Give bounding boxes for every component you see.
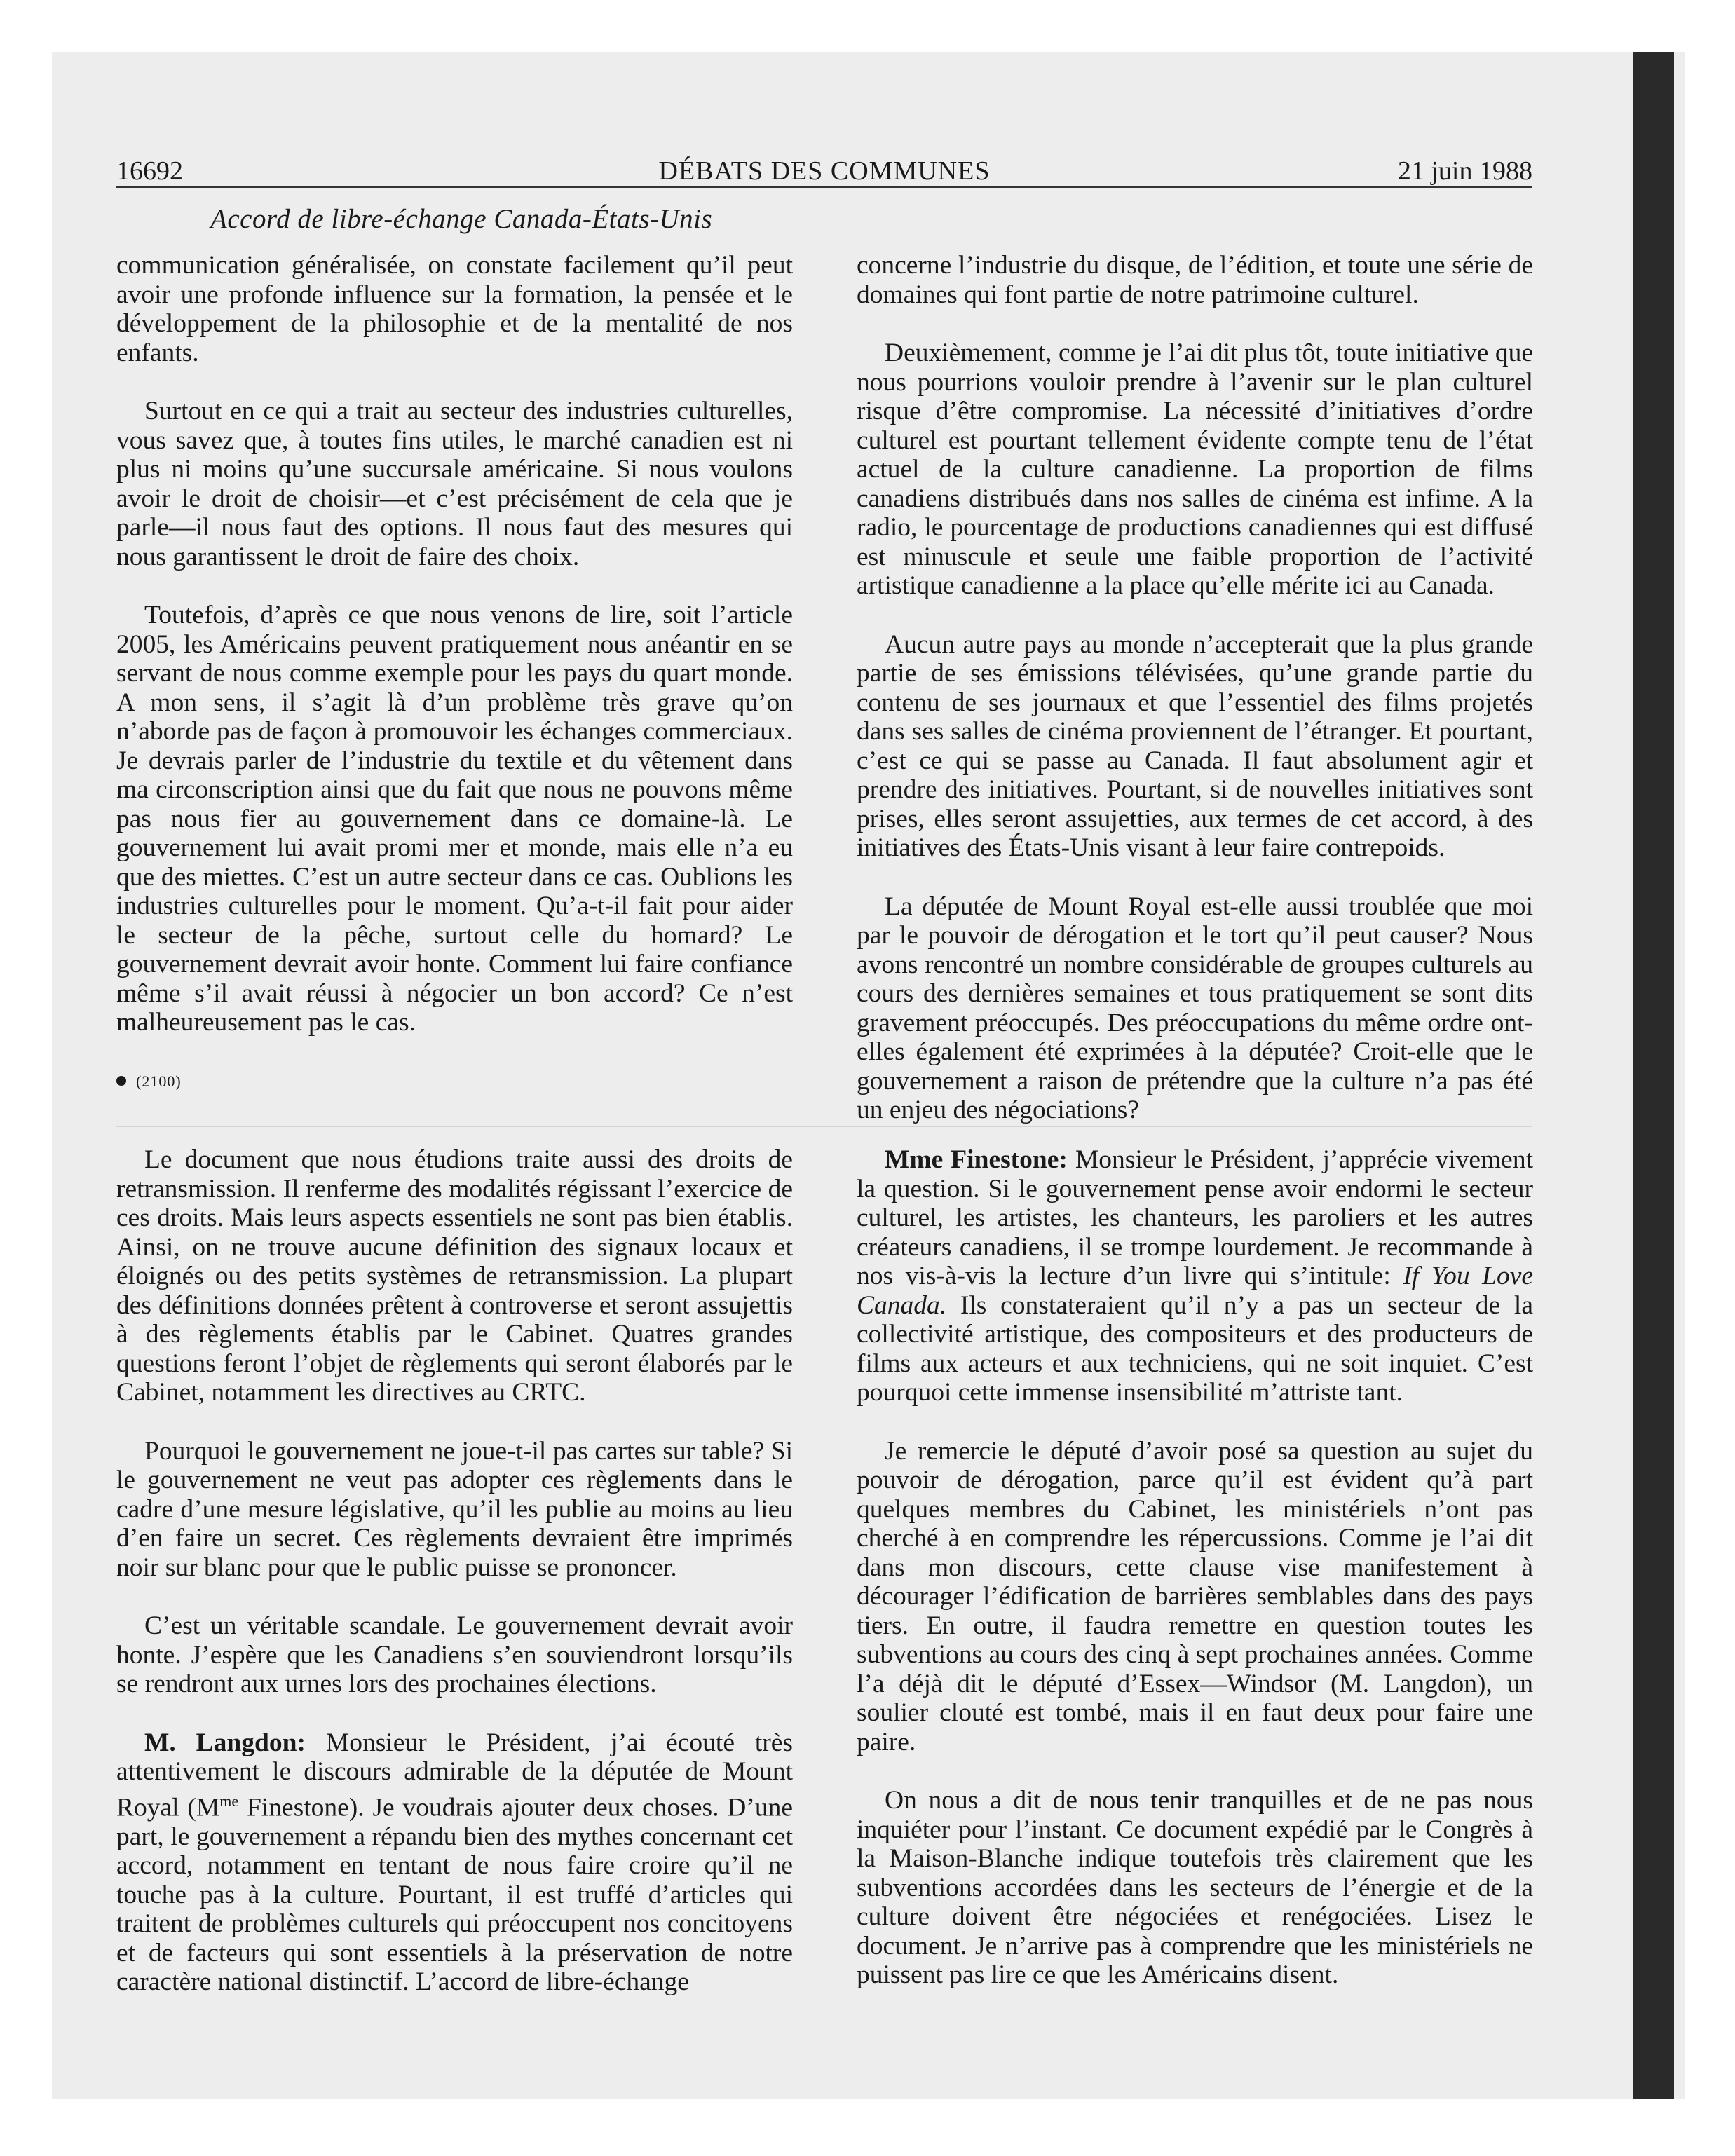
time-marker bbox=[116, 1067, 793, 1096]
paragraph: Le document que nous étudions traite aussi des droits de retransmission. Il renferme des modalités régissant l’exercice de ces droits. Mais leurs aspects essentiels ne sont pas bien établis. Ainsi, on ne trouve aucune définition des signaux locaux et éloignés ou des petits systèmes de retransmission. La plupart des définitions données prêtent à controverse et seront assujettis à des règlements établis par le Cabinet. Quatres grandes questions feront l’objet de règlements qui seront élaborés par le Cabinet, notamment les directives au CRTC. bbox=[116, 1145, 793, 1407]
section-divider bbox=[116, 1126, 1532, 1127]
left-column-top bbox=[116, 251, 793, 1133]
page-number: 16692 bbox=[116, 156, 183, 186]
paragraph: Aucun autre pays au monde n’accepterait que la plus grande partie de ses émissions télévisées, qu’une grande partie du contenu de ses journaux et que l’essentiel des films projetés dans ses salles de cinéma proviennent de l’étranger. Et pourtant, c’est ce qui se passe au Canada. Il faut absolument agir et prendre des initiatives. Pourtant, si de nouvelles initiatives sont prises, elles seront assujetties, aux termes de cet accord, à des initiatives des États-Unis visant à leur faire contrepoids. bbox=[857, 629, 1533, 862]
time-marker-text: (2100) bbox=[136, 1072, 182, 1090]
speaker-name: Mme Finestone: bbox=[885, 1145, 1068, 1174]
speech-text: Monsieur le Président, j’ai écouté très attentivement le discours admirable de la députée de Mount Royal (M bbox=[116, 1728, 793, 1822]
speech-langdon bbox=[116, 1728, 793, 1997]
page-header bbox=[116, 156, 1532, 188]
bullet-icon bbox=[116, 1076, 126, 1086]
superscript: me bbox=[219, 1792, 239, 1810]
left-column-bottom bbox=[116, 1145, 793, 2026]
paragraph: Surtout en ce qui a trait au secteur des industries culturelles, vous savez que, à toutes fins utiles, le marché canadien est ni plus ni moins qu’une succursale américaine. Si nous voulons avoir le droit de choisir—et c’est précisément de cela que je parle—il nous faut des options. Il nous faut des mesures qui nous garantissent le droit de faire des choix. bbox=[116, 397, 793, 571]
speech-text: Monsieur le Président, j’apprécie vivement la question. Si le gouvernement pense avoir endormi le secteur culturel, les artistes, les chanteurs, les paroliers et les autres créateurs canadiens, il se trompe lourdement. Je recommande à nos vis-à-vis la lecture d’un livre qui s’intitule: bbox=[857, 1145, 1533, 1290]
right-column-top bbox=[857, 251, 1533, 1154]
paragraph: Je remercie le député d’avoir posé sa question au sujet du pouvoir de dérogation, parce qu’il est évident qu’à part quelques membres du Cabinet, les ministériels n’ont pas cherché à en comprendre les répercussions. Comme je l’ai dit dans mon discours, cette clause vise manifestement à décourager l’édification de barrières semblables dans des pays tiers. En outre, il faudra remettre en question toutes les subventions au cours des cinq à sept prochaines années. Comme l’a déjà dit le député d’Essex—Windsor (M. Langdon), un soulier clouté est tombé, mais il en faut deux pour faire une paire. bbox=[857, 1436, 1533, 1756]
paragraph: concerne l’industrie du disque, de l’édition, et toute une série de domaines qui font partie de notre patrimoine culturel. bbox=[857, 251, 1533, 309]
paragraph: La députée de Mount Royal est-elle aussi troublée que moi par le pouvoir de dérogation et le tort qu’il peut causer? Nous avons rencontré un nombre considérable de groupes culturels au cours des dernières semaines et tous pratiquement se sont dits gravement préoccupés. Des préoccupations du même ordre ont-elles également été exprimées à la députée? Croit-elle que le gouvernement a raison de prétendre que la culture n’a pas été un enjeu des négociations? bbox=[857, 892, 1533, 1124]
paragraph: On nous a dit de nous tenir tranquilles et de ne pas nous inquiéter pour l’instant. Ce document expédié par le Congrès à la Maison-Blanche indique toutefois très clairement que les subventions accordées dans les secteurs de l’énergie et de la culture doivent être négociées et renégociées. Lisez le document. Je n’arrive pas à comprendre que les ministériels ne puissent pas lire ce que les Américains disent. bbox=[857, 1786, 1533, 1989]
paragraph: Toutefois, d’après ce que nous venons de lire, soit l’article 2005, les Américains peuvent pratiquement nous anéantir en se servant de nous comme exemple pour les pays du quart monde. A mon sens, il s’agit là d’un problème très grave qu’on n’aborde pas de façon à promouvoir les échanges commerciaux. Je devrais parler de l’industrie du textile et du vêtement dans ma circonscription ainsi que du fait que nous ne pouvons même pas nous fier au gouvernement dans ce domaine-là. Le gouvernement lui avait promi mer et monde, mais elle n’a eu que des miettes. C’est un autre secteur dans ce cas. Oublions les industries culturelles pour le moment. Qu’a-t-il fait pour aider le secteur de la pêche, surtout celle du homard? Le gouvernement devrait avoir honte. Comment lui faire confiance même s’il avait réussi à négocier un bon accord? Ce n’est malheureusement pas le cas. bbox=[116, 601, 793, 1037]
publication-title: DÉBATS DES COMMUNES bbox=[658, 156, 991, 186]
speech-finestone bbox=[857, 1145, 1533, 1407]
right-column-bottom bbox=[857, 1145, 1533, 2019]
book-title: If You Love Canada. bbox=[857, 1262, 1533, 1320]
speech-text: Ils constateraient qu’il n’y a pas un secteur de la collectivité artistique, des compositeurs et des producteurs de films aux acteurs et aux techniciens, qui ne soit inquiet. C’est pourquoi cette immense insensibilité m’attriste tant. bbox=[857, 1290, 1533, 1407]
section-subtitle: Accord de libre-échange Canada-États-Unis bbox=[210, 204, 713, 234]
speaker-name: M. Langdon: bbox=[144, 1728, 306, 1757]
paragraph: communication généralisée, on constate facilement qu’il peut avoir une profonde influence sur la formation, la pensée et le développement de la philosophie et de la mentalité de nos enfants. bbox=[116, 251, 793, 367]
paragraph: Pourquoi le gouvernement ne joue-t-il pas cartes sur table? Si le gouvernement ne veut pas adopter ces règlements dans le cadre d’une mesure législative, qu’il les publie au moins au lieu d’en faire un secret. Ces règlements devraient être imprimés noir sur blanc pour que le public puisse se prononcer. bbox=[116, 1436, 793, 1582]
scan-edge bbox=[1633, 52, 1674, 2099]
issue-date: 21 juin 1988 bbox=[1397, 156, 1532, 186]
paragraph: C’est un véritable scandale. Le gouvernement devrait avoir honte. J’espère que les Canadiens s’en souviendront lorsqu’ils se rendront aux urnes lors des prochaines élections. bbox=[116, 1611, 793, 1698]
paragraph: Deuxièmement, comme je l’ai dit plus tôt, toute initiative que nous pourrions vouloir prendre à l’avenir sur le plan culturel risque d’être compromise. La nécessité d’initiatives d’ordre culturel est pourtant tellement évidente compte tenu de l’état actuel de la culture canadienne. La proportion de films canadiens distribués dans nos salles de cinéma est infime. A la radio, le pourcentage de productions canadiennes qui est diffusé est minuscule et seule une faible proportion de l’activité artistique canadienne a la place qu’elle mérite ici au Canada. bbox=[857, 339, 1533, 600]
speech-text: Finestone). Je voudrais ajouter deux choses. D’une part, le gouvernement a répandu bien des mythes concernant cet accord, notamment en tentant de nous faire croire qu’il ne touche pas à la culture. Pourtant, il est truffé d’articles qui traitent de problèmes culturels qui préoccupent nos concitoyens et de facteurs qui sont essentiels à la préservation de notre caractère national distinctif. L’accord de libre-échange bbox=[116, 1793, 793, 1996]
